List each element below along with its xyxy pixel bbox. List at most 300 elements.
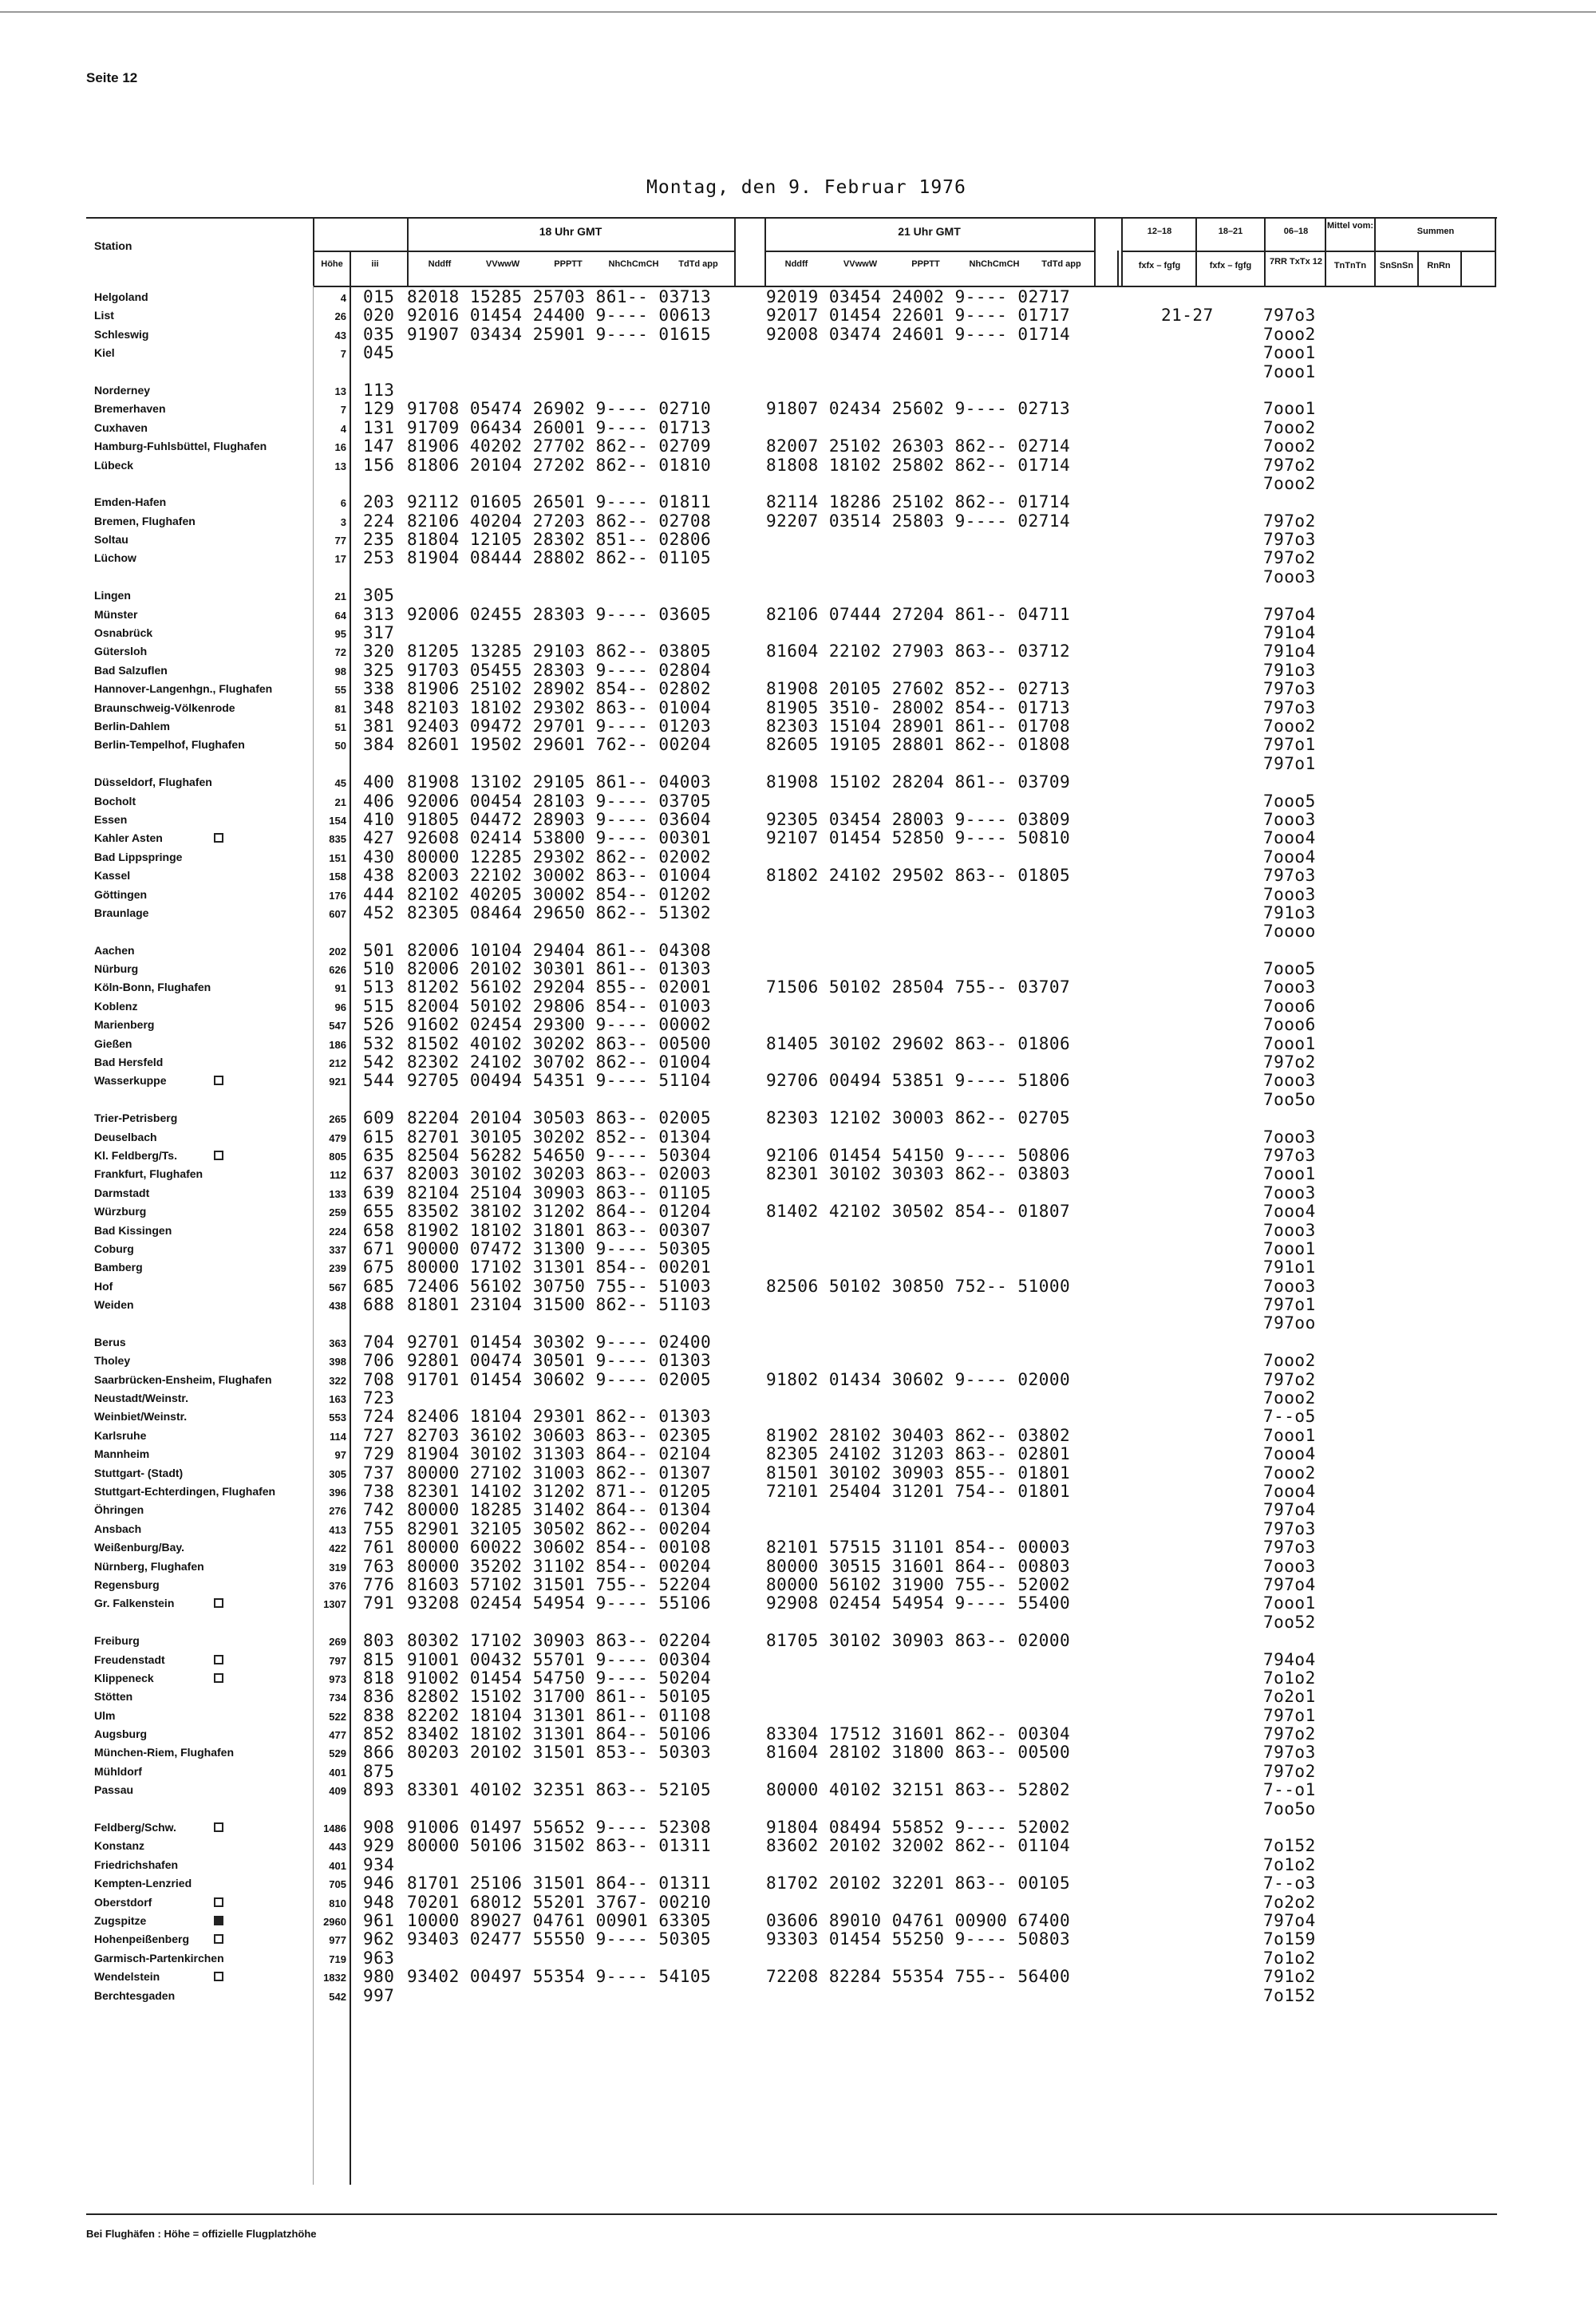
daily-code: 797o3 [1263,697,1316,717]
obs-21-gmt: 81604 22102 27903 863-- 03712 [766,642,1071,661]
daily-code: 7ooo2 [1263,436,1316,456]
daily-code: 797o4 [1263,604,1316,624]
table-row [0,754,1596,772]
station-index: 609 [363,1108,395,1128]
station-name: Feldberg/Schw. [94,1821,176,1834]
obs-18-gmt: 91805 04472 28903 9---- 03604 [407,809,712,829]
daily-code: 7ooo3 [1263,884,1316,904]
station-height: 542 [329,1990,346,2003]
station-height: 98 [334,665,346,677]
daily-code: 797o2 [1263,548,1316,568]
table-row [0,1911,1596,1929]
table-row [0,1650,1596,1668]
table-row [0,1743,1596,1761]
daily-code: 7ooo1 [1263,361,1316,381]
station-index: 532 [363,1033,395,1053]
mountain-station-marker [214,1151,223,1160]
station-height: 26 [334,310,346,323]
station-height: 805 [329,1150,346,1163]
station-name: Nürburg [94,962,139,976]
mountain-station-marker [214,833,223,843]
daily-code: 791o1 [1263,1258,1316,1277]
table-row [0,530,1596,548]
station-index: 929 [363,1836,395,1856]
station-index: 427 [363,828,395,848]
station-index: 400 [363,772,395,792]
table-row [0,287,1596,306]
header-station: Station [94,239,132,252]
station-index: 381 [363,716,395,736]
table-row [0,399,1596,417]
obs-18-gmt: 80302 17102 30903 863-- 02204 [407,1631,712,1651]
station-name: Göttingen [94,887,148,901]
daily-code: 7ooo3 [1263,1276,1316,1296]
station-index: 203 [363,492,395,512]
station-name: Bad Hersfeld [94,1056,164,1069]
station-index: 305 [363,586,395,606]
daily-code: 7ooo2 [1263,417,1316,437]
station-name: Wendelstein [94,1970,160,1984]
header-c3: 06–18 [1283,227,1309,236]
obs-18-gmt: 92801 00474 30501 9---- 01303 [407,1351,712,1371]
table-row [0,1557,1596,1575]
obs-18-gmt: 81804 12105 28302 851-- 02806 [407,530,712,550]
station-name: Essen [94,812,128,826]
table-row [0,436,1596,455]
obs-18-gmt: 92112 01605 26501 9---- 01811 [407,492,712,512]
station-height: 477 [329,1729,346,1742]
daily-code: 7o1o2 [1263,1948,1316,1968]
header-c1: 12–18 [1147,227,1172,236]
station-index: 253 [363,548,395,568]
station-index: 224 [363,511,395,531]
table-row [0,306,1596,324]
station-height: 163 [329,1393,346,1406]
station-index: 655 [363,1202,395,1222]
table-row [0,1108,1596,1127]
daily-code: 7ooo4 [1263,847,1316,867]
station-height: 91 [334,982,346,995]
obs-18-gmt: 80000 17102 31301 854-- 00201 [407,1258,712,1277]
daily-code: 7ooo1 [1263,399,1316,419]
daily-code: 797o3 [1263,866,1316,886]
table-row [0,567,1596,586]
table-row [0,548,1596,567]
daily-code: 7oooo [1263,922,1316,942]
table-row [0,959,1596,977]
obs-21-gmt: 72101 25404 31201 754-- 01801 [766,1482,1071,1501]
obs-18-gmt: 81806 20104 27202 862-- 01810 [407,455,712,475]
station-index: 501 [363,940,395,960]
table-row [0,456,1596,474]
obs-18-gmt: 82802 15102 31700 861-- 50105 [407,1687,712,1707]
table-row [0,623,1596,642]
station-height: 43 [334,329,346,342]
station-index: 658 [363,1220,395,1240]
table-row [0,362,1596,381]
station-index: 675 [363,1258,395,1277]
station-height: 45 [334,777,346,790]
table-row [0,1818,1596,1836]
daily-code: 797o2 [1263,455,1316,475]
table-row [0,1426,1596,1444]
obs-18-gmt: 80000 18285 31402 864-- 01304 [407,1500,712,1520]
station-name: Augsburg [94,1728,148,1741]
obs-18-gmt: 92705 00494 54351 9---- 51104 [407,1071,712,1091]
station-height: 797 [329,1654,346,1667]
obs-18-gmt: 82004 50102 29806 854-- 01003 [407,996,712,1016]
obs-21-gmt: 91807 02434 25602 9---- 02713 [766,399,1071,419]
obs-18-gmt: 82006 20102 30301 861-- 01303 [407,959,712,979]
station-index: 706 [363,1351,395,1371]
daily-code: 797o2 [1263,1369,1316,1389]
obs-18-gmt: 82305 08464 29650 862-- 51302 [407,902,712,922]
table-row [0,325,1596,343]
table-row [0,1183,1596,1202]
daily-code: 797o1 [1263,1295,1316,1315]
station-height: 547 [329,1020,346,1033]
mountain-station-marker [214,1972,223,1981]
table-row [0,586,1596,604]
obs-18-gmt: 81906 25102 28902 854-- 02802 [407,679,712,699]
obs-18-gmt: 91709 06434 26001 9---- 01713 [407,417,712,437]
station-height: 114 [330,1430,346,1443]
station-height: 734 [329,1692,346,1704]
daily-code: 7ooo3 [1263,1071,1316,1091]
obs-21-gmt: 91804 08494 55852 9---- 52002 [766,1818,1071,1838]
station-name: Hamburg-Fuhlsbüttel, Flughafen [94,440,267,453]
obs-18-gmt: 91708 05474 26902 9---- 02710 [407,399,712,419]
station-name: Wasserkuppe [94,1074,167,1088]
station-height: 224 [329,1225,346,1238]
station-name: Düsseldorf, Flughafen [94,776,212,789]
table-row [0,1631,1596,1649]
station-name: Münster [94,607,138,621]
obs-18-gmt: 82601 19502 29601 762-- 00204 [407,735,712,755]
station-name: Mannheim [94,1447,150,1461]
station-name: Weißenburg/Bay. [94,1541,185,1554]
table-row [0,941,1596,959]
station-name: Braunschweig-Völkenrode [94,701,235,714]
obs-21-gmt: 82303 12102 30003 862-- 02705 [766,1108,1071,1128]
obs-18-gmt: 82301 14102 31202 871-- 01205 [407,1482,712,1501]
obs-21-gmt: 80000 40102 32151 863-- 52802 [766,1780,1071,1800]
col-td-21: TdTd app [1041,259,1081,269]
table-row [0,1015,1596,1033]
daily-code: 797o1 [1263,735,1316,755]
station-height: 186 [329,1038,346,1051]
station-height: 7 [340,348,346,361]
obs-18-gmt: 91006 01497 55652 9---- 52308 [407,1818,712,1838]
station-index: 035 [363,324,395,344]
station-name: Stuttgart-Echterdingen, Flughafen [94,1485,276,1498]
station-index: 742 [363,1500,395,1520]
table-row [0,1593,1596,1612]
table-row [0,847,1596,866]
station-name: Osnabrück [94,626,153,640]
station-name: Konstanz [94,1839,144,1853]
table-row [0,792,1596,810]
obs-21-gmt: 82101 57515 31101 854-- 00003 [766,1538,1071,1558]
daily-code: 7ooo3 [1263,1556,1316,1576]
table-row [0,735,1596,753]
station-index: 893 [363,1780,395,1800]
station-index: 444 [363,884,395,904]
station-name: Karlsruhe [94,1428,147,1442]
obs-18-gmt: 92016 01454 24400 9---- 00613 [407,306,712,326]
station-index: 997 [363,1985,395,2005]
daily-code: 7--o5 [1263,1407,1316,1427]
header-c2: 18–21 [1218,227,1243,236]
daily-code: 7ooo4 [1263,1444,1316,1464]
table-row [0,1836,1596,1854]
station-index: 961 [363,1910,395,1930]
col-fx-18-21: fxfx – fgfg [1209,261,1252,270]
station-name: Berus [94,1335,126,1348]
daily-code: 797o4 [1263,1910,1316,1930]
obs-18-gmt: 82003 30102 30203 863-- 02003 [407,1164,712,1184]
table-row [0,1780,1596,1799]
obs-21-gmt: 82303 15104 28901 861-- 01708 [766,716,1071,736]
daily-code: 7ooo4 [1263,828,1316,848]
station-name: Darmstadt [94,1186,150,1199]
station-name: Cuxhaven [94,421,148,434]
station-name: Berlin-Dahlem [94,719,170,732]
daily-code: 7--o3 [1263,1874,1316,1893]
station-height: 835 [329,833,346,846]
daily-code: 7ooo3 [1263,1127,1316,1147]
station-height: 401 [329,1859,346,1872]
mountain-station-marker [214,1934,223,1944]
table-row [0,828,1596,847]
col-vvwww-18: VVwwW [485,259,520,269]
col-rn: RnRn [1427,261,1451,270]
obs-18-gmt: 81904 30102 31303 864-- 02104 [407,1444,712,1464]
station-height: 1486 [323,1822,346,1835]
station-index: 962 [363,1929,395,1949]
station-index: 615 [363,1127,395,1147]
daily-code: 7oo52 [1263,1612,1316,1632]
station-index: 430 [363,847,395,867]
station-name: Klippeneck [94,1671,154,1684]
obs-18-gmt: 80000 60022 30602 854-- 00108 [407,1538,712,1558]
daily-code: 797o2 [1263,511,1316,531]
station-index: 129 [363,399,395,419]
station-height: 212 [329,1057,346,1070]
station-height: 810 [329,1897,346,1909]
obs-18-gmt: 82703 36102 30603 863-- 02305 [407,1425,712,1445]
obs-21-gmt: 81808 18102 25802 862-- 01714 [766,455,1071,475]
table-row [0,977,1596,996]
page-date: Montag, den 9. Februar 1976 [646,177,966,198]
table-row [0,1519,1596,1538]
obs-18-gmt: 90000 07472 31300 9---- 50305 [407,1238,712,1258]
obs-18-gmt: 82202 18104 31301 861-- 01108 [407,1705,712,1725]
table-row [0,381,1596,399]
obs-18-gmt: 91001 00432 55701 9---- 00304 [407,1649,712,1669]
station-name: Mühldorf [94,1764,142,1778]
obs-18-gmt: 72406 56102 30750 755-- 51003 [407,1276,712,1296]
station-index: 704 [363,1332,395,1352]
station-height: 55 [334,684,346,697]
daily-code: 791o4 [1263,642,1316,661]
daily-code: 7ooo4 [1263,1202,1316,1222]
daily-code: 7ooo1 [1263,1033,1316,1053]
daily-code: 7o1o2 [1263,1854,1316,1874]
station-height: 81 [334,702,346,715]
table-row [0,1949,1596,1967]
station-height: 269 [329,1636,346,1649]
station-height: 13 [334,460,346,472]
table-row [0,772,1596,791]
col-ppptt-18: PPPTT [554,259,583,269]
table-row [0,1146,1596,1164]
station-height: 13 [334,385,346,397]
station-height: 112 [330,1169,346,1182]
obs-21-gmt: 92305 03454 28003 9---- 03809 [766,809,1071,829]
daily-code: 791o2 [1263,1967,1316,1987]
station-name: Bocholt [94,794,136,807]
obs-18-gmt: 82106 40204 27203 862-- 02708 [407,511,712,531]
obs-21-gmt: 71506 50102 28504 755-- 03707 [766,977,1071,997]
station-name: Aachen [94,943,135,957]
table-row [0,1388,1596,1407]
table-row [0,810,1596,828]
daily-code: 794o4 [1263,1649,1316,1669]
obs-18-gmt: 81904 08444 28802 862-- 01105 [407,548,712,568]
station-height: 319 [329,1561,346,1574]
bottom-rule [86,2213,1497,2215]
obs-21-gmt: 91802 01434 30602 9---- 02000 [766,1369,1071,1389]
daily-code: 7ooo5 [1263,791,1316,811]
station-height: 479 [329,1131,346,1144]
daily-code: 797o3 [1263,306,1316,326]
obs-21-gmt: 92008 03474 24601 9---- 01714 [766,324,1071,344]
station-height: 719 [329,1953,346,1965]
station-name: Koblenz [94,999,138,1013]
daily-code: 7ooo3 [1263,977,1316,997]
obs-18-gmt: 81801 23104 31500 862-- 51103 [407,1295,712,1315]
station-index: 131 [363,417,395,437]
station-name: Ansbach [94,1522,142,1535]
obs-21-gmt: 81604 28102 31800 863-- 00500 [766,1743,1071,1763]
table-row [0,1333,1596,1351]
station-name: Nürnberg, Flughafen [94,1559,204,1573]
station-name: Regensburg [94,1577,160,1591]
station-name: Gütersloh [94,645,148,658]
station-index: 685 [363,1276,395,1296]
station-index: 510 [363,959,395,979]
station-height: 305 [329,1467,346,1480]
station-index: 410 [363,809,395,829]
daily-code: 7o2o1 [1263,1687,1316,1707]
col-td-18: TdTd app [678,259,718,269]
station-index: 452 [363,902,395,922]
table-row [0,1351,1596,1369]
station-height: 72 [334,646,346,659]
obs-18-gmt: 83301 40102 32351 863-- 52105 [407,1780,712,1800]
station-height: 567 [329,1281,346,1293]
obs-18-gmt: 91703 05455 28303 9---- 02804 [407,660,712,680]
header-21-gmt: 21 Uhr GMT [898,225,961,238]
station-height: 607 [329,907,346,920]
station-name: Garmisch-Partenkirchen [94,1951,224,1964]
obs-18-gmt: 82204 20104 30503 863-- 02005 [407,1108,712,1128]
table-row [0,1090,1596,1108]
obs-21-gmt: 92017 01454 22601 9---- 01717 [766,306,1071,326]
station-height: 1307 [323,1598,346,1611]
station-index: 708 [363,1369,395,1389]
daily-code: 7ooo3 [1263,809,1316,829]
obs-18-gmt: 82103 18102 29302 863-- 01004 [407,697,712,717]
table-row [0,1407,1596,1425]
obs-21-gmt: 81902 28102 30403 862-- 03802 [766,1425,1071,1445]
mountain-station-marker [214,1897,223,1907]
obs-18-gmt: 70201 68012 55201 3767- 00210 [407,1892,712,1912]
obs-18-gmt: 83502 38102 31202 864-- 01204 [407,1202,712,1222]
station-height: 921 [329,1076,346,1088]
station-index: 761 [363,1538,395,1558]
table-row [0,1500,1596,1518]
station-height: 51 [334,721,346,733]
station-height: 401 [329,1766,346,1779]
obs-21-gmt: 80000 56102 31900 755-- 52002 [766,1574,1071,1594]
obs-21-gmt: 82506 50102 30850 752-- 51000 [766,1276,1071,1296]
station-name: Bremerhaven [94,402,166,416]
daily-code: 7ooo1 [1263,1593,1316,1613]
obs-18-gmt: 81202 56102 29204 855-- 02001 [407,977,712,997]
station-index: 875 [363,1761,395,1781]
daily-code: 7ooo3 [1263,1183,1316,1202]
mountain-station-marker [214,1076,223,1085]
station-name: Schleswig [94,327,149,341]
station-height: 7 [340,404,346,417]
obs-18-gmt: 81701 25106 31501 864-- 01311 [407,1874,712,1893]
daily-code: 7ooo2 [1263,324,1316,344]
table-row [0,1538,1596,1556]
station-height: 4 [340,422,346,435]
table-row [0,1762,1596,1780]
obs-18-gmt: 80000 12285 29302 862-- 02002 [407,847,712,867]
station-height: 97 [334,1449,346,1462]
obs-18-gmt: 81205 13285 29103 862-- 03805 [407,642,712,661]
obs-18-gmt: 81502 40102 30202 863-- 00500 [407,1033,712,1053]
obs-18-gmt: 80000 35202 31102 854-- 00204 [407,1556,712,1576]
station-height: 265 [329,1113,346,1126]
daily-code: 791o4 [1263,623,1316,643]
mountain-station-marker [214,1673,223,1683]
daily-code: 797o2 [1263,1724,1316,1744]
col-nddff-18: Nddff [428,259,452,269]
station-height: 154 [329,814,346,827]
obs-21-gmt: 82114 18286 25102 862-- 01714 [766,492,1071,512]
station-index: 015 [363,287,395,306]
station-height: 626 [329,964,346,977]
station-height: 409 [329,1785,346,1798]
daily-code: 7ooo5 [1263,959,1316,979]
table-row [0,1221,1596,1239]
station-name: Freudenstadt [94,1653,165,1666]
obs-18-gmt: 91701 01454 30602 9---- 02005 [407,1369,712,1389]
obs-21-gmt: 81405 30102 29602 863-- 01806 [766,1033,1071,1053]
station-name: Bremen, Flughafen [94,514,196,527]
station-name: Neustadt/Weinstr. [94,1392,188,1405]
table-row [0,1258,1596,1276]
station-index: 737 [363,1463,395,1483]
station-index: 948 [363,1892,395,1912]
station-name: Kl. Feldberg/Ts. [94,1148,177,1162]
station-index: 738 [363,1482,395,1501]
